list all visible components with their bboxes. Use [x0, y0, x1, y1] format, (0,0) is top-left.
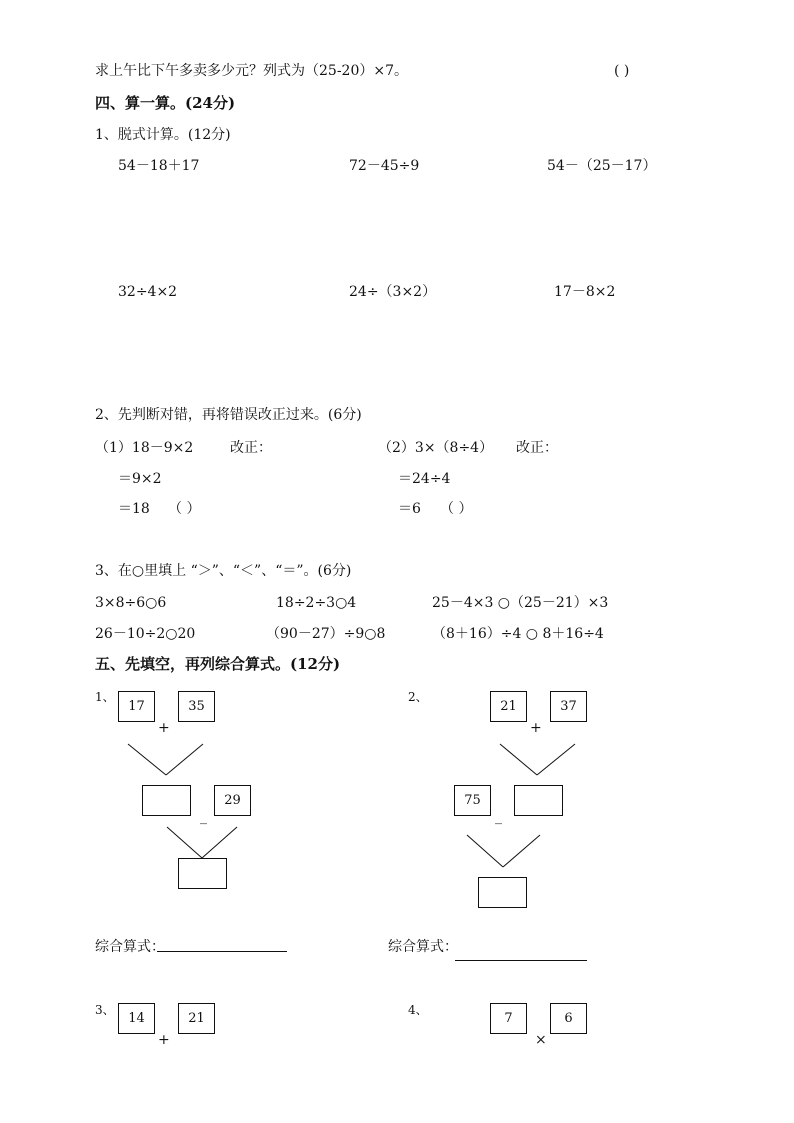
- diagram-2-box-b: 37: [550, 691, 587, 722]
- formula-blank-2[interactable]: [455, 960, 587, 961]
- judge-2-paren[interactable]: （ ）: [440, 501, 473, 517]
- judge-2-step1: ＝24÷4: [398, 471, 451, 487]
- compare-6: （8＋16）÷4 ○ 8＋16÷4: [432, 626, 604, 642]
- calc-1: 54－18＋17: [118, 158, 200, 174]
- section-5-title: 五、先填空，再列综合算式。(12分): [95, 655, 341, 673]
- diagram-3-number: 3、: [95, 1003, 115, 1017]
- diagram-2-box-c: 75: [454, 785, 491, 816]
- diagram-3-box-a: 14: [118, 1003, 155, 1034]
- compare-5: （90－27）÷9○8: [266, 626, 386, 642]
- judge-1-paren[interactable]: （ ）: [168, 501, 201, 517]
- diagram-4-box-a: 7: [490, 1003, 527, 1034]
- question-text: 求上午比下午多卖多少元？列式为（25-20）×7。: [95, 63, 408, 79]
- diagram-4-box-b: 6: [550, 1003, 587, 1034]
- formula-label-2: 综合算式：: [388, 939, 458, 955]
- diagram-1-op1: +: [158, 720, 170, 736]
- judge-1-fix-label: 改正：: [230, 440, 272, 456]
- diagram-2-number: 2、: [408, 690, 428, 704]
- calc-3: 54－（25－17）: [547, 158, 657, 174]
- diagram-1-answer-box-1[interactable]: [142, 785, 191, 816]
- compare-1: 3×8÷6○6: [95, 595, 167, 611]
- diagram-1-op2: _: [200, 809, 207, 825]
- diagram-1-number: 1、: [95, 690, 115, 704]
- diagram-1-box-a: 17: [118, 691, 155, 722]
- compare-4: 26－10÷2○20: [95, 626, 196, 642]
- diagram-2-answer-box-1[interactable]: [514, 785, 563, 816]
- formula-label-1: 综合算式：: [95, 939, 165, 955]
- compare-2: 18÷2÷3○4: [276, 595, 357, 611]
- judge-1-step1: ＝9×2: [118, 471, 162, 487]
- calc-5: 24÷（3×2）: [349, 284, 437, 300]
- diagram-4-number: 4、: [408, 1003, 428, 1017]
- diagram-2-box-a: 21: [490, 691, 527, 722]
- calc-2: 72－45÷9: [349, 158, 420, 174]
- diagram-3-op1: +: [158, 1032, 170, 1048]
- diagram-2-op1: +: [530, 720, 542, 736]
- q3-title: 3、在○里填上 “＞”、“＜”、“＝”。(6分): [95, 563, 352, 579]
- calc-6: 17－8×2: [554, 284, 616, 300]
- judge-2-expr: （2）3×（8÷4）: [378, 440, 494, 456]
- q2-title: 2、先判断对错，再将错误改正过来。(6分): [95, 407, 362, 423]
- judge-2-fix-label: 改正：: [516, 440, 558, 456]
- diagram-2-op2: _: [495, 809, 502, 825]
- judge-1-step2: ＝18: [118, 501, 150, 517]
- diagram-4-op1: ×: [535, 1032, 547, 1048]
- q1-title: 1、脱式计算。(12分): [95, 127, 231, 143]
- judge-1-expr: （1）18－9×2: [95, 440, 194, 456]
- compare-3: 25－4×3 ○（25－21）×3: [432, 595, 609, 611]
- judge-2-step2: ＝6: [398, 501, 421, 517]
- diagram-1-box-b: 35: [178, 691, 215, 722]
- section-4-title: 四、算一算。(24分): [95, 94, 236, 112]
- diagram-1-answer-box-2[interactable]: [178, 858, 227, 889]
- formula-blank-1[interactable]: [157, 951, 287, 952]
- diagram-1-box-c: 29: [214, 785, 251, 816]
- calc-4: 32÷4×2: [118, 284, 178, 300]
- diagram-3-box-b: 21: [178, 1003, 215, 1034]
- answer-paren[interactable]: ( ): [614, 63, 630, 79]
- diagram-2-answer-box-2[interactable]: [478, 877, 527, 908]
